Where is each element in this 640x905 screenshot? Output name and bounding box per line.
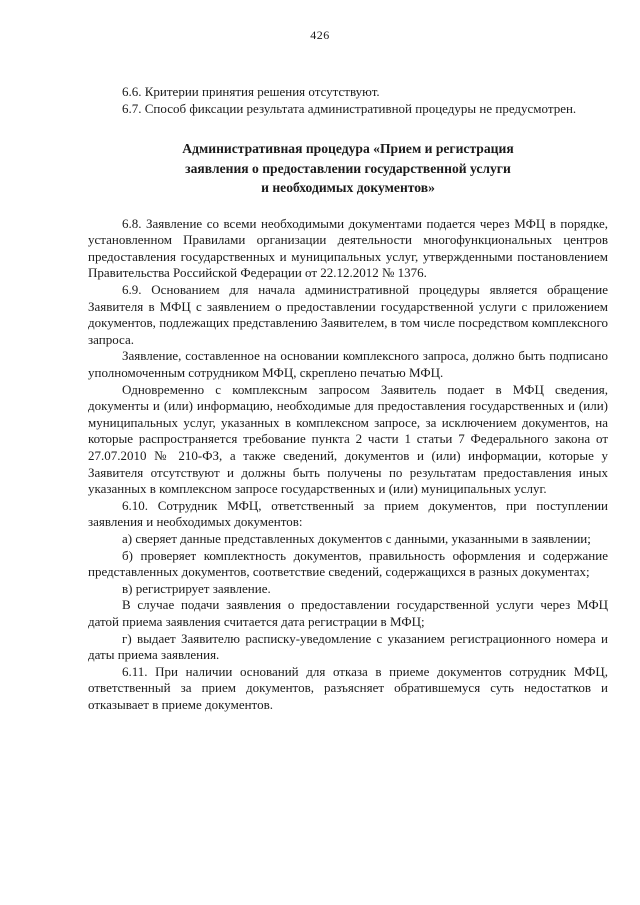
paragraph-complex-request-documents: Одновременно с комплексным запросом Заявитель подает в МФЦ сведения, документы и (или) информацию, необходимые для предоставления государственных и (или) муниципальных услуг, указанных в комплексном запросе, за исключением документов, на которые распространяется требование пункта 2 части 1 статьи 7 Федерального закона от 27.07.2010 № 210-ФЗ, а также сведений, документов и (или) информации, которые у Заявителя отсутствуют и должны быть получены по результатам предоставления иных указанных в комплексном запросе государственных и (или) муниципальных услуг.: [88, 381, 608, 497]
list-item-v: в) регистрирует заявление.: [122, 580, 271, 596]
paragraph-6-9: 6.9. Основанием для начала административной процедуры является обращение Заявителя в МФЦ с заявлением о предоставлении государственной услуги с приложением документов, подлежащих представлению Заявителем, в том числе посредством комплексного запроса.: [88, 282, 608, 347]
paragraph-6-11: 6.11. При наличии оснований для отказа в приеме документов сотрудник МФЦ, ответственный за прием документов, разъясняет обратившемуся суть недостатков и отказывает в приеме документов.: [88, 663, 608, 712]
list-item-b: б) проверяет комплектность документов, правильность оформления и содержание представленных документов, соответствие сведений, содержащихся в разных документах;: [88, 547, 608, 580]
list-item-g: г) выдает Заявителю расписку-уведомление с указанием регистрационного номера и даты приема заявления.: [88, 630, 608, 663]
section-heading: [88, 139, 608, 198]
paragraph-registration-date: В случае подачи заявления о предоставлении государственной услуги через МФЦ датой приема заявления считается дата регистрации в МФЦ;: [88, 597, 608, 629]
paragraph-6-7: 6.7. Способ фиксации результата административной процедуры не предусмотрен.: [122, 100, 577, 116]
section-heading-line: заявления о предоставлении государственной услуги: [185, 160, 511, 176]
paragraph-6-10: 6.10. Сотрудник МФЦ, ответственный за прием документов, при поступлении заявления и необходимых документов:: [88, 497, 608, 530]
list-item-a: а) сверяет данные представленных документов с данными, указанными в заявлении;: [122, 530, 591, 546]
paragraph-6-6: 6.6. Критерии принятия решения отсутствуют.: [122, 84, 380, 99]
paragraph-6-8: 6.8. Заявление со всеми необходимыми документами подается через МФЦ в порядке, установленном Правилами организации деятельности многофункциональных центров предоставления государственных и муниципальных услуг, утвержденными постановлением Правительства Российской Федерации от 22.12.2012 № 1376.: [88, 215, 608, 281]
section-heading-line: и необходимых документов»: [261, 180, 435, 196]
section-heading-line: Административная процедура «Прием и регистрация: [182, 141, 514, 157]
document-body: [88, 84, 608, 714]
paragraph-complex-request-signature: Заявление, составленное на основании комплексного запроса, должно быть подписано уполномоченным сотрудником МФЦ, скреплено печатью МФЦ.: [88, 348, 608, 381]
page-number: 426: [310, 28, 330, 42]
